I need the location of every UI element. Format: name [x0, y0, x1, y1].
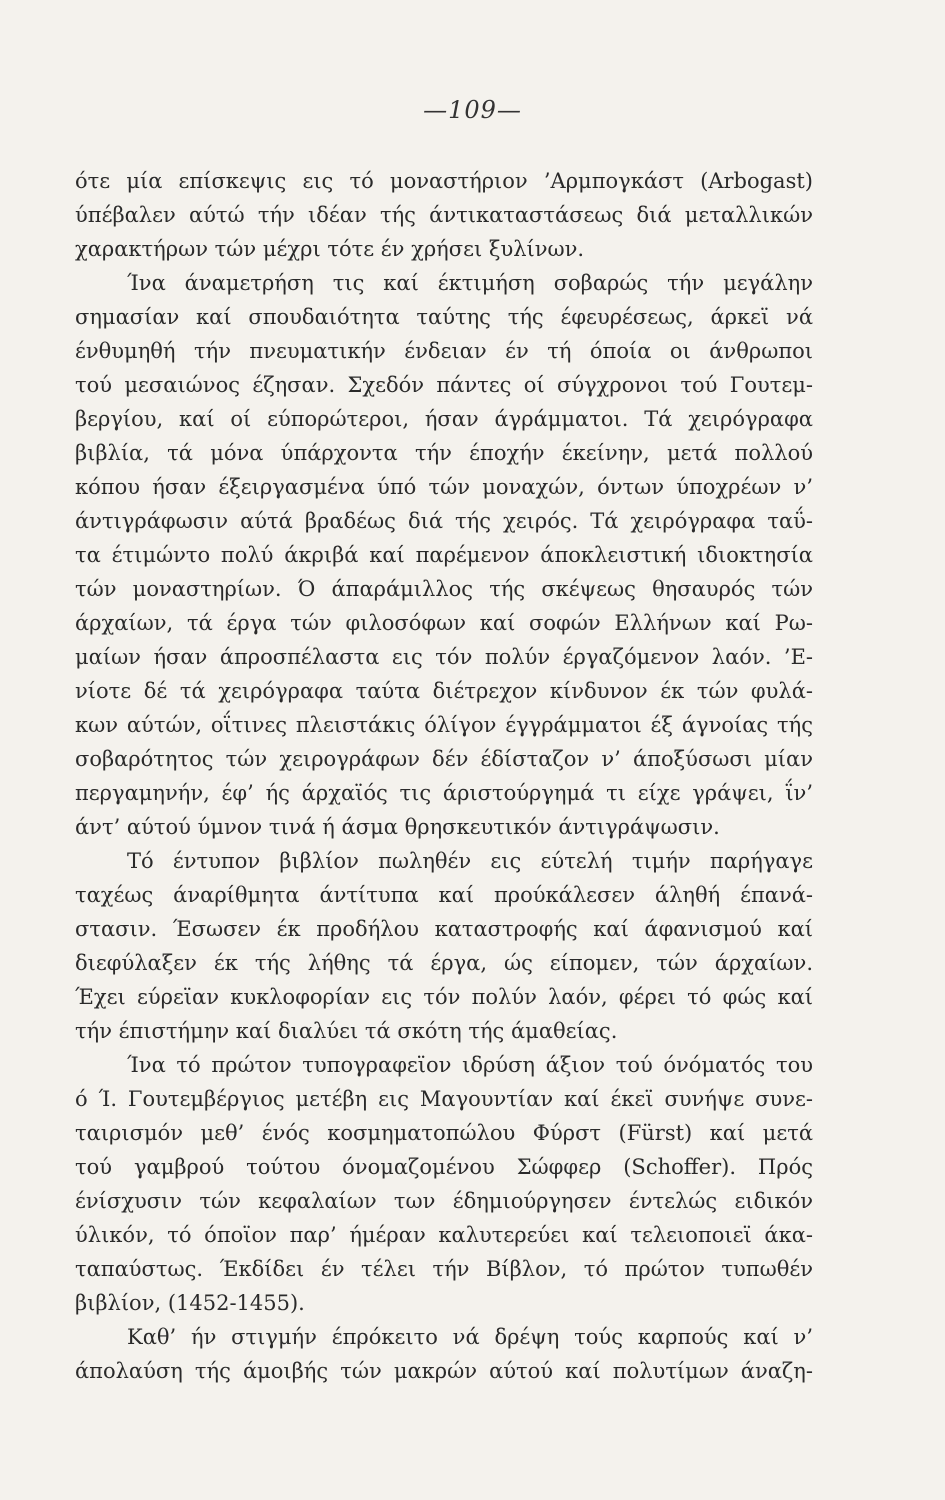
text-line: ταπαύστως. Έκδίδει έν τέλει τήν Βίβλον, τό πρώτον τυπωθέν: [75, 1257, 813, 1281]
text-line: ύλικόν, τό όποϊον παρ’ ήμέραν καλυτερεύει καί τελειοποιεϊ άκα-: [75, 1223, 813, 1247]
text-line: κων αύτών, οΐτινες πλειστάκις όλίγον έγγράμματοι έξ άγνοίας τής: [75, 713, 813, 737]
text-line: τού μεσαιώνος έζησαν. Σχεδόν πάντες οί σύγχρονοι τού Γουτεμ-: [75, 373, 813, 397]
text-line: ένίσχυσιν τών κεφαλαίων των έδημιούργησεν έντελώς ειδικόν: [75, 1189, 813, 1213]
text-line: τού γαμβρού τούτου όνομαζομένου Σώφφερ (Schoffer). Πρός: [75, 1155, 813, 1179]
page-number: —109—: [423, 96, 522, 124]
text-line: ό Ί. Γουτεμβέργιος μετέβη εις Μαγουντίαν καί έκεϊ συνήψε συνε-: [75, 1087, 813, 1111]
text-line: βεργίου, καί οί εύπορώτεροι, ήσαν άγράμματοι. Τά χειρόγραφα: [75, 407, 813, 431]
text-line: Ίνα τό πρώτον τυπογραφεϊον ιδρύση άξιον τού όνόματός του: [127, 1053, 813, 1077]
text-line: άντ’ αύτού ύμνον τινά ή άσμα θρησκευτικόν άντιγράψωσιν.: [75, 815, 720, 839]
text-line: ταχέως άναρίθμητα άντίτυπα καί προύκάλεσεν άληθή έπανά-: [75, 883, 813, 907]
text-line: στασιν. Έσωσεν έκ προδήλου καταστροφής καί άφανισμού καί: [75, 917, 813, 941]
text-line: διεφύλαξεν έκ τής λήθης τά έργα, ώς είπομεν, τών άρχαίων.: [75, 951, 813, 975]
text-line: περγαμηνήν, έφ’ ής άρχαϊός τις άριστούργημά τι είχε γράψει, ΐν’: [75, 781, 813, 805]
text-line: βιβλία, τά μόνα ύπάρχοντα τήν έποχήν έκείνην, μετά πολλού: [75, 441, 813, 465]
text-line: νίοτε δέ τά χειρόγραφα ταύτα διέτρεχον κίνδυνον έκ τών φυλά-: [75, 679, 813, 703]
text-line: Τό έντυπον βιβλίον πωληθέν εις εύτελή τιμήν παρήγαγε: [127, 849, 813, 873]
text-line: Ίνα άναμετρήση τις καί έκτιμήση σοβαρώς τήν μεγάλην: [127, 271, 813, 295]
text-line: τα έτιμώντο πολύ άκριβά καί παρέμενον άποκλειστική ιδιοκτησία: [75, 543, 813, 567]
text-line: ένθυμηθή τήν πνευματικήν ένδειαν έν τή όποία οι άνθρωποι: [75, 339, 813, 363]
text-line: σοβαρότητος τών χειρογράφων δέν έδίσταζον ν’ άποξύσωσι μίαν: [75, 747, 813, 771]
text-line: ότε μία επίσκεψις εις τό μοναστήριον ’Αρμπογκάστ (Arbogast): [75, 169, 813, 193]
text-line: σημασίαν καί σπουδαιότητα ταύτης τής έφευρέσεως, άρκεϊ νά: [75, 305, 813, 329]
text-line: βιβλίον, (1452-1455).: [75, 1291, 305, 1315]
text-line: άντιγράφωσιν αύτά βραδέως διά τής χειρός. Τά χειρόγραφα ταΰ-: [75, 509, 813, 533]
text-line: χαρακτήρων τών μέχρι τότε έν χρήσει ξυλίνων.: [75, 237, 585, 261]
text-line: τήν έπιστήμην καί διαλύει τά σκότη τής άμαθείας.: [75, 1019, 618, 1043]
text-line: ύπέβαλεν αύτώ τήν ιδέαν τής άντικαταστάσεως διά μεταλλικών: [75, 203, 813, 227]
text-line: μαίων ήσαν άπροσπέλαστα εις τόν πολύν έργαζόμενον λαόν. ’Ε-: [75, 645, 813, 669]
text-line: κόπου ήσαν έξειργασμένα ύπό τών μοναχών, όντων ύποχρέων ν’: [75, 475, 813, 499]
text-line: Έχει εύρεϊαν κυκλοφορίαν εις τόν πολύν λαόν, φέρει τό φώς καί: [75, 985, 813, 1009]
text-line: άπολαύση τής άμοιβής τών μακρών αύτού καί πολυτίμων άναζη-: [75, 1359, 813, 1383]
text-line: Καθ’ ήν στιγμήν έπρόκειτο νά δρέψη τούς καρπούς καί ν’: [127, 1325, 813, 1349]
text-line: τών μοναστηρίων. Ό άπαράμιλλος τής σκέψεως θησαυρός τών: [75, 577, 813, 601]
text-line: άρχαίων, τά έργα τών φιλοσόφων καί σοφών Ελλήνων καί Ρω-: [75, 611, 813, 635]
text-line: ταιρισμόν μεθ’ ένός κοσμηματοπώλου Φύρστ (Fürst) καί μετά: [75, 1121, 813, 1145]
